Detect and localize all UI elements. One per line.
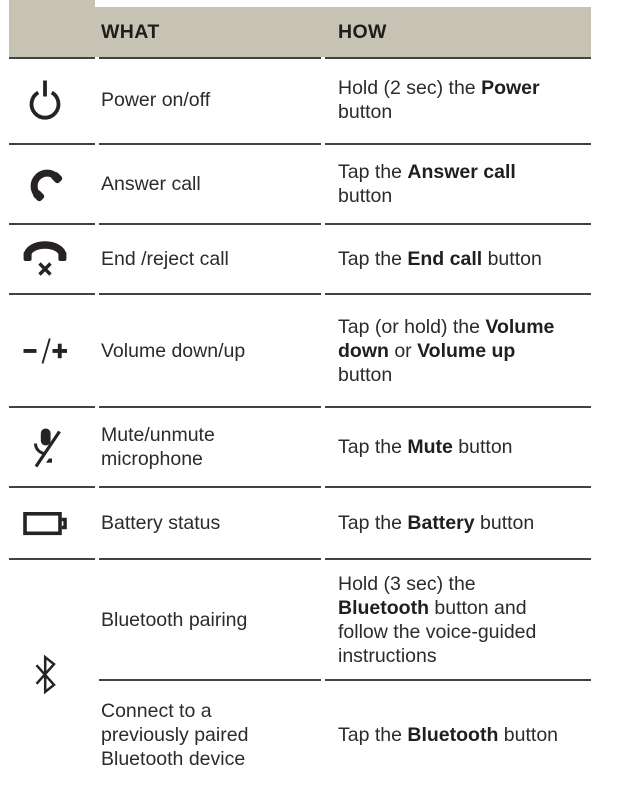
- what-cell: [99, 225, 321, 295]
- how-text: Tap the Answer call button: [338, 161, 516, 207]
- icon-cell: [9, 57, 95, 145]
- what-text: Connect to a previously paired Bluetooth device: [101, 700, 249, 770]
- how-text: Tap the End call button: [338, 248, 542, 270]
- how-text: Hold (2 sec) the Power button: [338, 77, 540, 123]
- what-column-header: WHAT: [101, 20, 160, 43]
- table-row-volume: [9, 295, 591, 408]
- what-cell: [99, 145, 321, 225]
- table-row-end-call: [9, 225, 591, 295]
- how-cell: [325, 681, 591, 789]
- icon-cell: [9, 560, 95, 789]
- how-cell: [325, 295, 591, 408]
- answer-call-icon: [26, 165, 64, 203]
- what-cell: [99, 560, 321, 681]
- what-cell: [99, 295, 321, 408]
- how-cell: [325, 488, 591, 560]
- how-text: Tap the Battery button: [338, 512, 535, 534]
- icon-cell: [9, 488, 95, 560]
- what-cell: [99, 408, 321, 488]
- controls-table: [9, 7, 591, 789]
- how-cell: [325, 57, 591, 145]
- what-text: Bluetooth pairing: [101, 608, 248, 631]
- power-icon: [27, 80, 63, 121]
- what-text: Answer call: [101, 173, 201, 195]
- battery-icon: [23, 510, 68, 537]
- what-cell: [99, 488, 321, 560]
- what-text: Power on/off: [101, 89, 211, 111]
- how-cell: [325, 560, 591, 681]
- how-cell: [325, 145, 591, 225]
- what-cell: [99, 681, 321, 789]
- what-text: Battery status: [101, 512, 221, 534]
- table-header-row: [9, 7, 591, 57]
- how-cell: [325, 225, 591, 295]
- what-text: Mute/unmute microphone: [101, 424, 215, 470]
- how-cell: [325, 408, 591, 488]
- what-cell: [99, 57, 321, 145]
- how-text: Tap the Bluetooth button: [338, 724, 559, 746]
- mute-microphone-icon: [29, 426, 62, 468]
- how-text: Tap (or hold) the Volume down or Volume up button: [338, 315, 555, 386]
- table-rowgroup-bluetooth: [9, 560, 591, 789]
- end-call-icon: [22, 239, 68, 279]
- table-row-mute: [9, 408, 591, 488]
- table-row-battery: [9, 488, 591, 560]
- what-text: End /reject call: [101, 248, 229, 270]
- what-text: Volume down/up: [101, 339, 246, 362]
- bluetooth-icon: [34, 653, 57, 697]
- icon-cell: [9, 225, 95, 295]
- how-text: Tap the Mute button: [338, 436, 513, 458]
- table-row-power: [9, 57, 591, 145]
- how-column-header: HOW: [338, 20, 387, 43]
- table-row-answer-call: [9, 145, 591, 225]
- icon-cell: [9, 145, 95, 225]
- volume-down-up-icon: [23, 338, 68, 364]
- icon-cell: [9, 408, 95, 488]
- icon-cell: [9, 295, 95, 408]
- how-text: Hold (3 sec) the Bluetooth button and follow the voice-guided instructions: [338, 572, 537, 667]
